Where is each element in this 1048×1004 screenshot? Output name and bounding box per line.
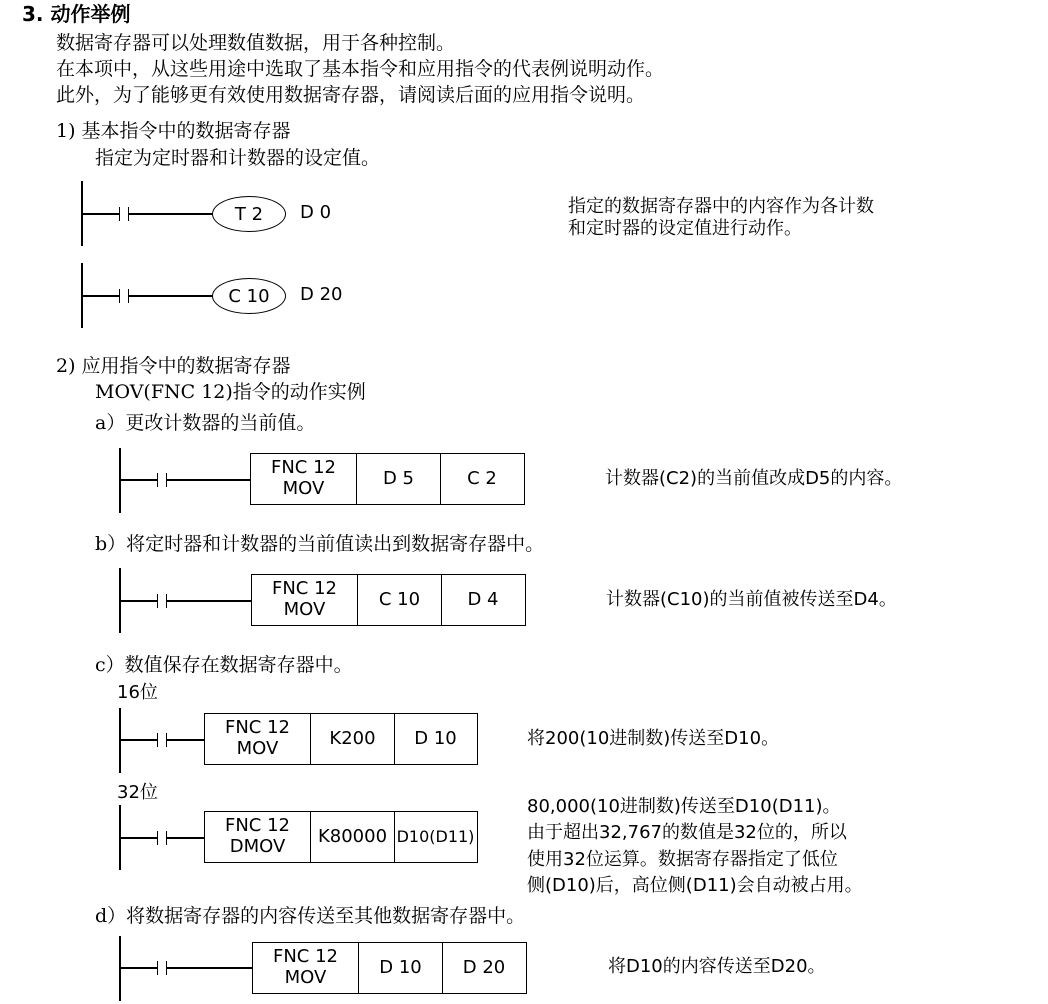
- fnc-cell: [252, 575, 358, 625]
- dest-operand: D 10: [414, 727, 457, 749]
- fnc-number: FNC 12: [272, 946, 338, 968]
- s1-note-2: 和定时器的设定值进行动作。: [568, 218, 802, 239]
- dest-operand: C 2: [467, 467, 497, 489]
- intro-line-2: 在本项中，从这些用途中选取了基本指令和应用指令的代表例说明动作。: [56, 58, 665, 80]
- s2a-note: 计数器(C2)的当前值改成D5的内容。: [605, 468, 903, 489]
- power-rail: [119, 448, 121, 513]
- s2c32-note-1: 80,000(10进制数)传送至D10(D11)。: [527, 796, 841, 817]
- contact-symbol: [157, 733, 167, 747]
- power-rail: [119, 936, 121, 1001]
- rung-wire: [119, 967, 253, 969]
- coil-t2-setting: D 0: [300, 202, 332, 223]
- fnc-cell: [205, 812, 311, 862]
- instruction-box-a: [250, 453, 525, 505]
- coil-c10: C 10: [212, 278, 286, 314]
- s2a-label: a）更改计数器的当前值。: [95, 412, 316, 434]
- fnc-cell: [253, 943, 359, 993]
- s2-title: 2) 应用指令中的数据寄存器: [56, 355, 291, 377]
- s2-subtitle: MOV(FNC 12)指令的动作实例: [95, 381, 366, 403]
- rung-wire: [81, 213, 213, 215]
- s2d-label: d）将数据寄存器的内容传送至其他数据寄存器中。: [95, 905, 526, 927]
- rung-wire: [81, 295, 213, 297]
- s2c32-note-2: 由于超出32,767的数值是32位的，所以: [527, 822, 847, 843]
- s2c-label: c）数值保存在数据寄存器中。: [95, 654, 353, 676]
- dest-operand: D 4: [467, 588, 499, 610]
- s2c16-note: 将200(10进制数)传送至D10。: [527, 728, 780, 749]
- instruction-box-c32: [204, 811, 478, 863]
- s1-title: 1) 基本指令中的数据寄存器: [56, 120, 291, 142]
- instruction-box-b: [251, 574, 526, 626]
- fnc-mnemonic: MOV: [282, 478, 325, 499]
- section-heading: 3. 动作举例: [22, 2, 131, 26]
- fnc-mnemonic: MOV: [284, 967, 327, 988]
- bit16-label: 16位: [117, 682, 158, 703]
- power-rail: [119, 708, 121, 773]
- dest-operand: D10(D11): [396, 826, 475, 846]
- intro-line-1: 数据寄存器可以处理数值数据，用于各种控制。: [56, 32, 456, 54]
- fnc-mnemonic: DMOV: [229, 836, 286, 857]
- s2c32-note-3: 使用32位运算。数据寄存器指定了低位: [527, 849, 838, 870]
- fnc-cell: [205, 714, 311, 764]
- bit32-label: 32位: [117, 782, 158, 803]
- s1-subtitle: 指定为定时器和计数器的设定值。: [95, 147, 381, 169]
- fnc-number: FNC 12: [224, 815, 290, 837]
- contact-symbol: [119, 207, 129, 221]
- source-operand: D 5: [357, 454, 441, 504]
- instruction-box-d: [252, 942, 527, 994]
- instruction-box-c16: [204, 713, 478, 765]
- source-operand: C 10: [358, 575, 442, 625]
- source-operand: D 10: [359, 943, 443, 993]
- dest-operand: D 20: [462, 956, 506, 978]
- contact-symbol: [157, 594, 167, 608]
- contact-symbol: [157, 473, 167, 487]
- s2d-note: 将D10的内容传送至D20。: [608, 956, 826, 977]
- fnc-number: FNC 12: [270, 457, 336, 479]
- s2c32-note-4: 侧(D10)后，高位侧(D11)会自动被占用。: [527, 875, 863, 896]
- fnc-mnemonic: MOV: [236, 738, 279, 759]
- fnc-number: FNC 12: [224, 717, 290, 739]
- fnc-cell: [251, 454, 357, 504]
- fnc-number: FNC 12: [271, 578, 337, 600]
- rung-wire: [119, 600, 251, 602]
- s1-note-1: 指定的数据寄存器中的内容作为各计数: [568, 196, 874, 217]
- source-operand: K200: [311, 714, 395, 764]
- rung-wire: [119, 479, 251, 481]
- contact-symbol: [119, 289, 129, 303]
- coil-c10-setting: D 20: [300, 284, 343, 305]
- fnc-mnemonic: MOV: [283, 599, 326, 620]
- contact-symbol: [157, 961, 167, 975]
- source-operand: K80000: [311, 812, 395, 862]
- contact-symbol: [157, 831, 167, 845]
- s2b-label: b）将定时器和计数器的当前值读出到数据寄存器中。: [95, 533, 545, 555]
- s2b-note: 计数器(C10)的当前值被传送至D4。: [606, 589, 897, 610]
- intro-line-3: 此外，为了能够更有效使用数据寄存器，请阅读后面的应用指令说明。: [56, 84, 646, 106]
- coil-t2: T 2: [212, 196, 286, 232]
